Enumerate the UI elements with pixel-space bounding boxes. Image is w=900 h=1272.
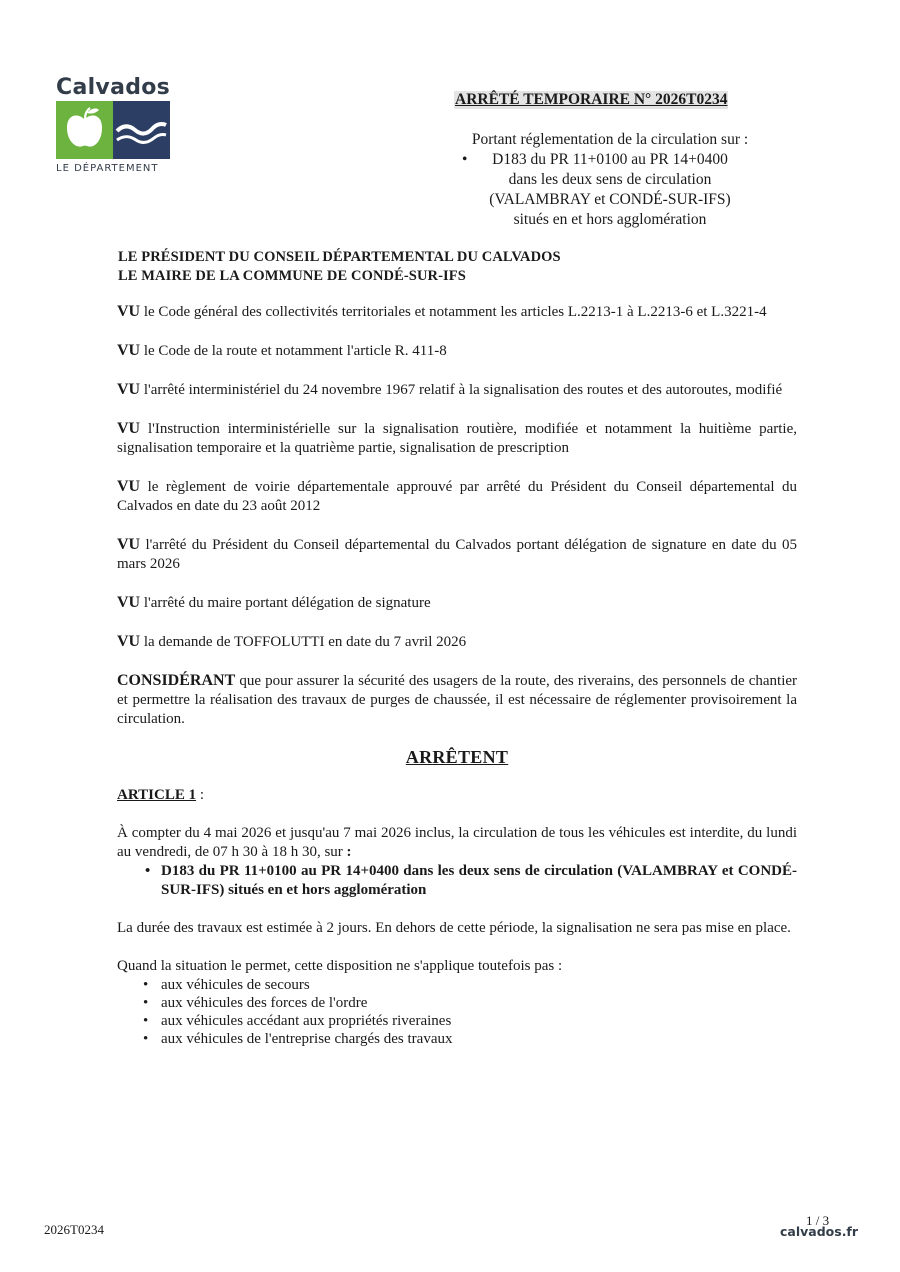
apple-icon — [56, 101, 113, 159]
vu-paragraph — [117, 593, 797, 613]
exemption-intro: Quand la situation le permet, cette disposition ne s'applique toutefois pas : — [117, 958, 563, 974]
article-intro-block — [117, 824, 797, 900]
vu-text: le règlement de voirie départementale approuvé par arrêté du Président du Conseil départemental du Calvados en date du 23 août 2012 — [117, 479, 798, 514]
exemption-item: • aux véhicules des forces de l'ordre — [143, 994, 797, 1012]
vu-paragraph — [117, 419, 797, 458]
footer-reference: 2026T0234 — [44, 1222, 104, 1237]
vu-paragraph — [117, 302, 797, 322]
article-intro-text: À compter du 4 mai 2026 et jusqu'au 7 mai 2026 inclus, la circulation de tous les véhicules est interdite, du lundi au vendredi, de 07 h 30 à 18 h 30, sur — [117, 825, 797, 860]
vu-label: VU — [117, 536, 141, 553]
vu-text: la demande de TOFFOLUTTI en date du 7 avril 2026 — [143, 634, 467, 650]
subject-line: situés en et hors agglomération — [513, 211, 707, 228]
road-item: • D183 du PR 11+0100 au PR 14+0400 dans les deux sens de circulation (VALAMBRAY et CONDÉ-SUR-IFS) situés en et hors agglomération — [145, 862, 797, 900]
exemption-item: • aux véhicules accédant aux propriétés riveraines — [143, 1012, 797, 1030]
vu-text: l'arrêté du maire portant délégation de signature — [143, 595, 431, 611]
road-list — [117, 862, 797, 900]
calvados-logo — [56, 76, 176, 174]
article-intro-colon: : — [346, 844, 352, 860]
authority-line: LE MAIRE DE LA COMMUNE DE CONDÉ-SUR-IFS — [118, 268, 466, 284]
wave-icon — [113, 101, 170, 159]
authorities — [118, 248, 561, 286]
authority-line: LE PRÉSIDENT DU CONSEIL DÉPARTEMENTAL DU CALVADOS — [118, 249, 561, 265]
arretent-heading: ARRÊTENT — [405, 747, 509, 767]
subject-line: (VALAMBRAY et CONDÉ-SUR-IFS) — [489, 191, 731, 208]
subject-road-line — [440, 150, 780, 170]
vu-label: VU — [117, 633, 141, 650]
exemption-item: • aux véhicules de secours — [143, 976, 797, 994]
vu-label: VU — [117, 420, 141, 437]
vu-paragraph — [117, 341, 797, 361]
considerant-paragraph — [117, 671, 797, 729]
footer-website[interactable]: calvados.fr — [780, 1224, 859, 1239]
vu-text: le Code général des collectivités territoriales et notamment les articles L.2213-1 à L.2213-6 et L.3221-4 — [143, 304, 767, 320]
vu-text: l'arrêté interministériel du 24 novembre 1967 relatif à la signalisation des routes et des autoroutes, modifié — [143, 382, 783, 398]
decree-subject — [440, 130, 780, 230]
subject-road: D183 du PR 11+0100 au PR 14+0400 — [492, 151, 728, 168]
exemption-item: • aux véhicules de l'entreprise chargés des travaux — [143, 1030, 797, 1048]
considerant-label: CONSIDÉRANT — [117, 672, 236, 689]
vu-label: VU — [117, 594, 141, 611]
vu-paragraph — [117, 632, 797, 652]
vu-label: VU — [117, 342, 141, 359]
considerant-text: que pour assurer la sécurité des usagers de la route, des riverains, des personnels de chantier et permettre la réalisation des travaux de purges de chaussée, il est nécessaire de réglementer provisoirement la circulation. — [117, 673, 798, 727]
duration-paragraph: La durée des travaux est estimée à 2 jours. En dehors de cette période, la signalisation ne sera pas mise en place. — [117, 920, 791, 936]
article-intro — [117, 824, 797, 862]
exemption-block — [117, 957, 797, 1048]
exemption-list — [117, 976, 797, 1048]
logo-name: Calvados — [56, 75, 171, 100]
vu-text: l'Instruction interministérielle sur la signalisation routière, modifiée et notamment la huitième partie, signalisation temporaire et la quatrième partie, signalisation de prescription — [117, 421, 798, 456]
vu-paragraph — [117, 477, 797, 516]
logo-subtitle: LE DÉPARTEMENT — [56, 163, 159, 174]
decree-title: ARRÊTÉ TEMPORAIRE N° 2026T0234 — [455, 91, 728, 108]
article-heading — [117, 786, 797, 805]
page-number: 1 / 3 — [806, 1213, 830, 1228]
decree-body — [117, 302, 797, 1048]
article-title-suffix: : — [196, 787, 204, 803]
article-title: ARTICLE 1 — [117, 787, 197, 803]
vu-paragraph — [117, 380, 797, 400]
logo-mark — [56, 101, 176, 159]
vu-label: VU — [117, 381, 141, 398]
vu-text: le Code de la route et notamment l'article R. 411-8 — [143, 343, 447, 359]
subject-intro: Portant réglementation de la circulation sur : — [471, 131, 749, 148]
vu-paragraph — [117, 535, 797, 574]
vu-label: VU — [117, 478, 141, 495]
vu-text: l'arrêté du Président du Conseil départemental du Calvados portant délégation de signature en date du 05 mars 2026 — [117, 537, 797, 572]
bullet-icon: • — [462, 151, 468, 168]
vu-label: VU — [117, 303, 141, 320]
subject-line: dans les deux sens de circulation — [508, 171, 712, 188]
